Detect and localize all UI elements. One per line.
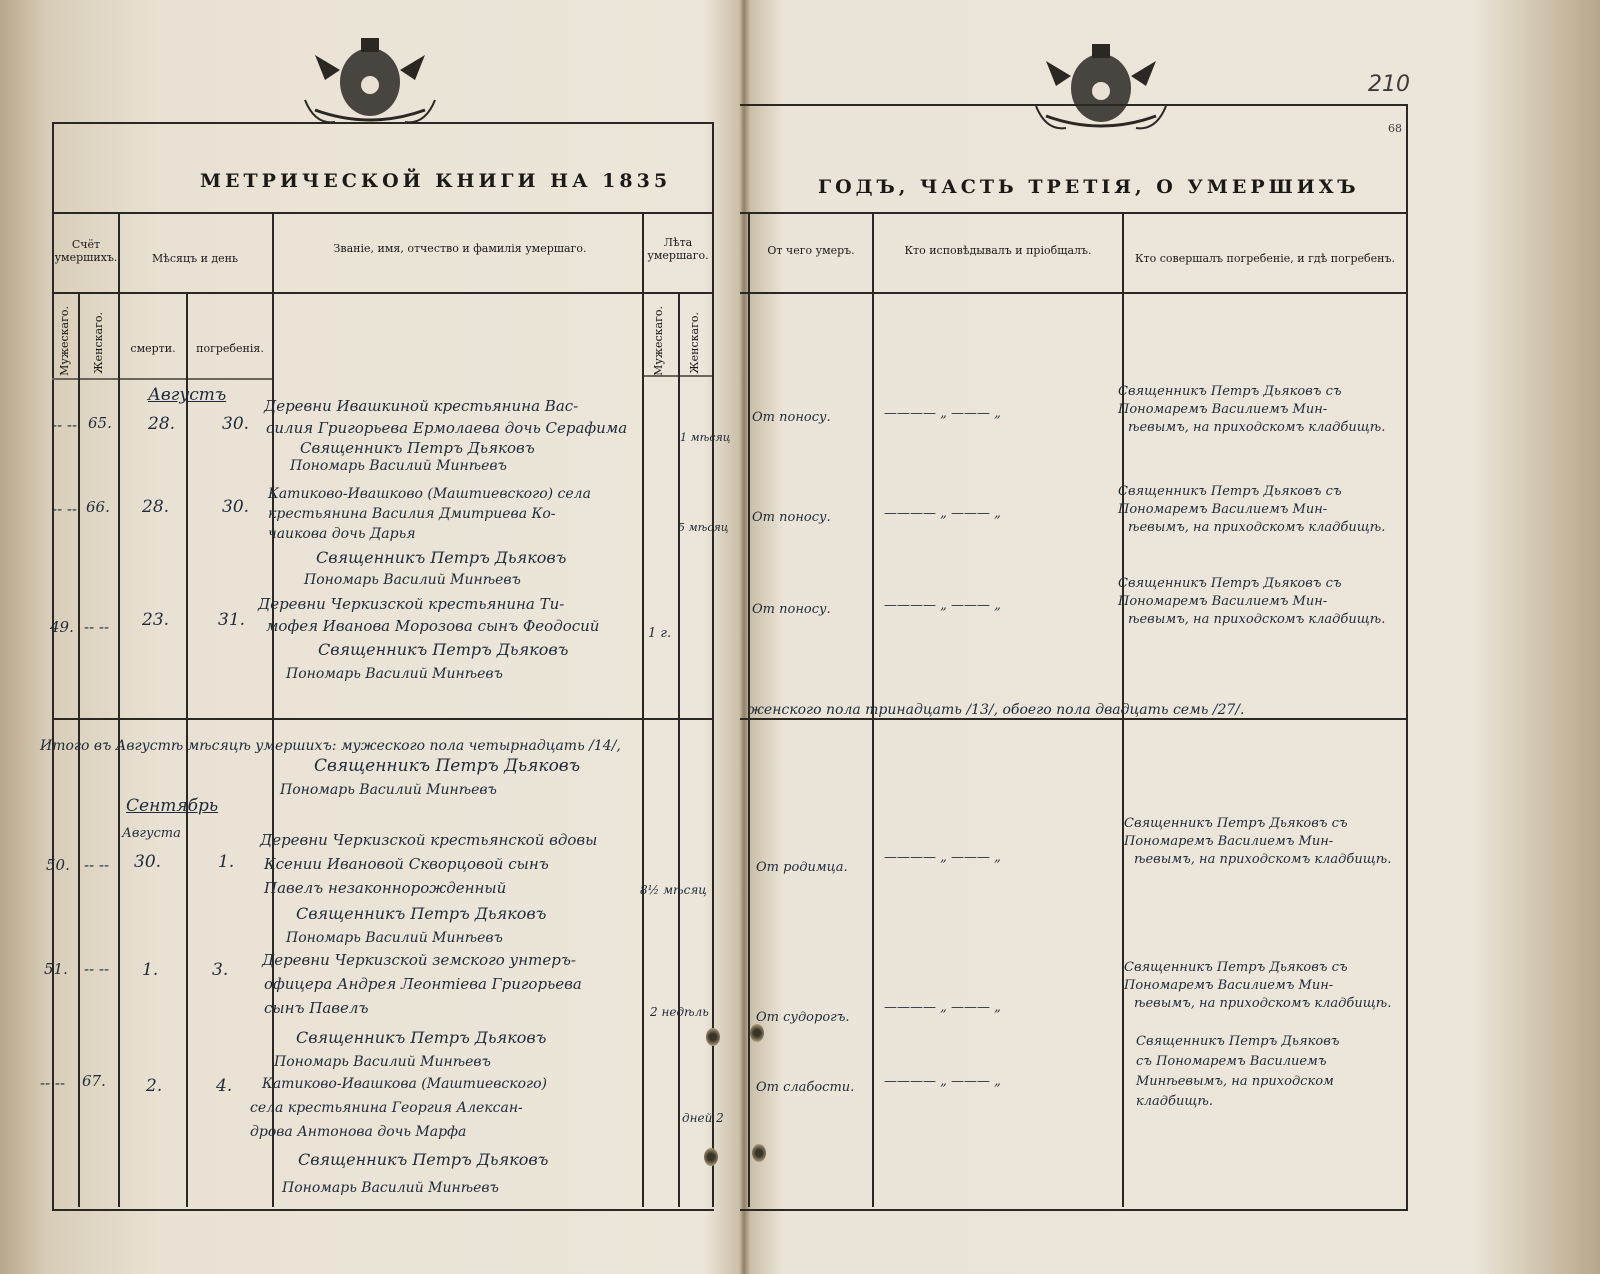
entry-2-name-line-1: Катиково-Ивашково (Маштиевского) села — [268, 486, 591, 502]
entry-2-buried-2: Пономаремъ Василиемъ Мин- — [1118, 502, 1328, 517]
entry-3-age: 1 г. — [648, 626, 672, 641]
entry-3-name-line-4: Пономарь Василий Минѣевъ — [286, 666, 503, 682]
summary-sign-2: Пономарь Василий Минѣевъ — [280, 782, 497, 798]
entry-6-buried-4: кладбищѣ. — [1136, 1094, 1213, 1109]
entry-4-name-line-2: Ксении Ивановой Скворцовой сынъ — [264, 855, 549, 873]
entry-5-buried-2: Пономаремъ Василиемъ Мин- — [1124, 978, 1334, 993]
entry-5-name-line-5: Пономарь Василий Минѣевъ — [274, 1054, 491, 1070]
entry-6-death: 2. — [146, 1076, 163, 1096]
entry-3-burial: 31. — [218, 610, 246, 630]
entry-5-count-male: 51. — [44, 960, 68, 978]
entry-3-count-female: -- -- — [84, 618, 110, 636]
entry-4-buried-3: ѣевымъ, на приходскомъ кладбищѣ. — [1134, 852, 1392, 867]
entry-4-count-female: -- -- — [84, 856, 110, 874]
august-summary-right: женского пола тринадцать /13/, обоего пола двадцать семь /27/. — [748, 702, 1245, 718]
entry-6-count-male: -- -- — [40, 1074, 66, 1092]
entry-3-name-line-3: Священникъ Петръ Дьяковъ — [318, 640, 569, 659]
name-header: Званіе, имя, отчество и фамилія умершаго. — [333, 242, 587, 255]
col-line — [118, 212, 120, 1207]
age-female-header: Женскаго. — [688, 312, 701, 374]
entry-6-burial: 4. — [216, 1076, 233, 1096]
entry-5-name-line-2: офицера Андрея Леонтіева Григорьева — [264, 975, 582, 993]
entry-6-count-female: 67. — [82, 1072, 106, 1090]
entry-4-age: 8½ мѣсяц — [640, 883, 707, 897]
death-header: смерти. — [130, 342, 176, 355]
binding-hole — [706, 1028, 720, 1046]
old-page-number: 68 — [1388, 122, 1402, 135]
entry-1-count-male: -- -- — [52, 416, 78, 434]
cause-header: От чего умеръ. — [767, 244, 855, 257]
entry-4-buried-1: Священникъ Петръ Дьяковъ съ — [1124, 816, 1348, 831]
count-male-header: Мужескаго. — [58, 306, 71, 376]
september-label: Сентябрь — [126, 796, 219, 816]
page-number: 210 — [1368, 72, 1410, 97]
entry-4-name-line-1: Деревни Черкизской крестьянской вдовы — [260, 831, 598, 849]
age-male-header: Мужескаго. — [652, 306, 665, 376]
entry-1-death: 28. — [148, 414, 176, 434]
entry-2-name-line-2: крестьянина Василия Дмитриева Ко- — [268, 506, 556, 522]
entry-4-burial: 1. — [218, 852, 235, 872]
entry-3-name-line-1: Деревни Черкизской крестьянина Ти- — [258, 595, 565, 613]
entry-6-confessed: ———— „ ——— „ — [884, 1074, 1001, 1089]
subheader-divider — [52, 292, 714, 294]
entry-1-buried-1: Священникъ Петръ Дьяковъ съ — [1118, 384, 1342, 399]
entry-6-buried-2: съ Пономаремъ Василиемъ — [1136, 1054, 1327, 1069]
header-divider — [52, 212, 714, 214]
entry-3-name-line-2: мофея Иванова Морозова сынъ Феодосий — [266, 617, 600, 635]
entry-4-count-male: 50. — [46, 856, 70, 874]
confessed-header: Кто исповѣдывалъ и пріобщалъ. — [904, 244, 1092, 257]
right-page — [748, 0, 1600, 1274]
august-summary-divider — [52, 718, 714, 720]
entry-1-name-line-3: Священникъ Петръ Дьяковъ — [300, 439, 535, 457]
entry-5-confessed: ———— „ ——— „ — [884, 1000, 1001, 1015]
entry-3-buried-2: Пономаремъ Василиемъ Мин- — [1118, 594, 1328, 609]
count-female-header: Женскаго. — [92, 312, 105, 374]
count-header: Счёт умершихъ. — [54, 238, 118, 264]
entry-2-count-female: 66. — [86, 498, 110, 516]
entry-6-name-line-5: Пономарь Василий Минѣевъ — [282, 1180, 499, 1196]
august-summary-divider — [740, 718, 1408, 720]
entry-5-death: 1. — [142, 960, 159, 980]
entry-1-burial: 30. — [222, 414, 250, 434]
entry-3-confessed: ———— „ ——— „ — [884, 598, 1001, 613]
entry-1-count-female: 65. — [88, 414, 112, 432]
entry-2-death: 28. — [142, 497, 170, 517]
entry-2-cause: От поносу. — [752, 510, 831, 525]
buried-by-header: Кто совершалъ погребеніе, и гдѣ погребенъ. — [1135, 252, 1395, 265]
entry-5-buried-3: ѣевымъ, на приходскомъ кладбищѣ. — [1134, 996, 1392, 1011]
entry-1-name-line-4: Пономарь Василий Минѣевъ — [290, 458, 507, 474]
entry-5-name-line-1: Деревни Черкизской земского унтеръ- — [262, 951, 576, 969]
entry-6-name-line-3: дрова Антонова дочь Марфа — [250, 1124, 467, 1140]
entry-1-age: 1 мѣсяц — [680, 431, 731, 444]
entry-5-name-line-4: Священникъ Петръ Дьяковъ — [296, 1028, 547, 1047]
right-page-title: ГОДЪ, ЧАСТЬ ТРЕТІЯ, О УМЕРШИХЪ — [818, 176, 1360, 198]
entry-2-buried-1: Священникъ Петръ Дьяковъ съ — [1118, 484, 1342, 499]
entry-4-name-line-4: Священникъ Петръ Дьяковъ — [296, 904, 547, 923]
entry-5-burial: 3. — [212, 960, 229, 980]
entry-2-age: 5 мѣсяц — [678, 521, 729, 534]
entry-3-buried-1: Священникъ Петръ Дьяковъ съ — [1118, 576, 1342, 591]
entry-2-name-line-4: Священникъ Петръ Дьяковъ — [316, 548, 567, 567]
entry-6-buried-3: Минѣевымъ, на приходском — [1136, 1074, 1334, 1089]
entry-2-name-line-3: чаикова дочь Дарья — [268, 526, 416, 542]
entry-2-name-line-5: Пономарь Василий Минѣевъ — [304, 572, 521, 588]
entry-3-count-male: 49. — [50, 618, 74, 636]
entry-4-cause: От родимца. — [756, 860, 848, 875]
entry-1-buried-2: Пономаремъ Василиемъ Мин- — [1118, 402, 1328, 417]
entry-4-name-line-3: Павелъ незаконнорожденный — [264, 879, 507, 897]
entry-5-cause: От судорогъ. — [756, 1010, 850, 1025]
age-header: Лѣта умершаго. — [647, 236, 709, 262]
col-line — [642, 212, 644, 1207]
left-page — [0, 0, 742, 1274]
entry-6-buried-1: Священникъ Петръ Дьяковъ — [1136, 1034, 1340, 1049]
entry-1-name-line-2: силия Григорьева Ермолаева дочь Серафима — [266, 419, 628, 437]
entry-4-confessed: ———— „ ——— „ — [884, 850, 1001, 865]
entry-6-name-line-4: Священникъ Петръ Дьяковъ — [298, 1150, 549, 1169]
entry-5-count-female: -- -- — [84, 960, 110, 978]
binding-hole — [704, 1148, 718, 1166]
entry-4-name-line-5: Пономарь Василий Минѣевъ — [286, 930, 503, 946]
august-label: Августъ — [148, 385, 227, 405]
september-sub-label: Августа — [122, 826, 181, 841]
entry-2-burial: 30. — [222, 497, 250, 517]
entry-4-buried-2: Пономаремъ Василиемъ Мин- — [1124, 834, 1334, 849]
subheader-divider — [740, 292, 1408, 294]
month-day-header: Мѣсяцъ и день — [152, 252, 238, 265]
entry-1-confessed: ———— „ ——— „ — [884, 406, 1001, 421]
entry-2-buried-3: ѣевымъ, на приходскомъ кладбищѣ. — [1128, 520, 1386, 535]
entry-3-cause: От поносу. — [752, 602, 831, 617]
burial-header: погребенія. — [196, 342, 264, 355]
entry-5-buried-1: Священникъ Петръ Дьяковъ съ — [1124, 960, 1348, 975]
august-summary-left: Итого въ Августѣ мѣсяцѣ умершихъ: мужеского пола четырнадцать /14/, — [40, 738, 621, 754]
left-page-title: МЕТРИЧЕСКОЙ КНИГИ НА 1835 — [200, 170, 672, 192]
entry-4-death: 30. — [134, 852, 162, 872]
entry-5-age: 2 недѣль — [650, 1005, 709, 1019]
entry-3-death: 23. — [142, 610, 170, 630]
entry-2-count-male: -- -- — [52, 500, 78, 518]
entry-1-buried-3: ѣевымъ, на приходскомъ кладбищѣ. — [1128, 420, 1386, 435]
entry-1-cause: От поносу. — [752, 410, 831, 425]
entry-6-name-line-1: Катиково-Ивашкова (Маштиевского) — [262, 1076, 547, 1092]
entry-6-age: дней 2 — [682, 1111, 724, 1125]
entry-3-buried-3: ѣевымъ, на приходскомъ кладбищѣ. — [1128, 612, 1386, 627]
entry-2-confessed: ———— „ ——— „ — [884, 506, 1001, 521]
entry-6-name-line-2: села крестьянина Георгия Алексан- — [250, 1100, 523, 1116]
subheader-inner-divider — [52, 378, 274, 380]
entry-5-name-line-3: сынъ Павелъ — [264, 999, 369, 1017]
summary-sign-1: Священникъ Петръ Дьяковъ — [314, 756, 581, 776]
entry-1-name-line-1: Деревни Ивашкиной крестьянина Вас- — [264, 397, 579, 415]
header-divider — [740, 212, 1408, 214]
entry-6-cause: От слабости. — [756, 1080, 855, 1095]
